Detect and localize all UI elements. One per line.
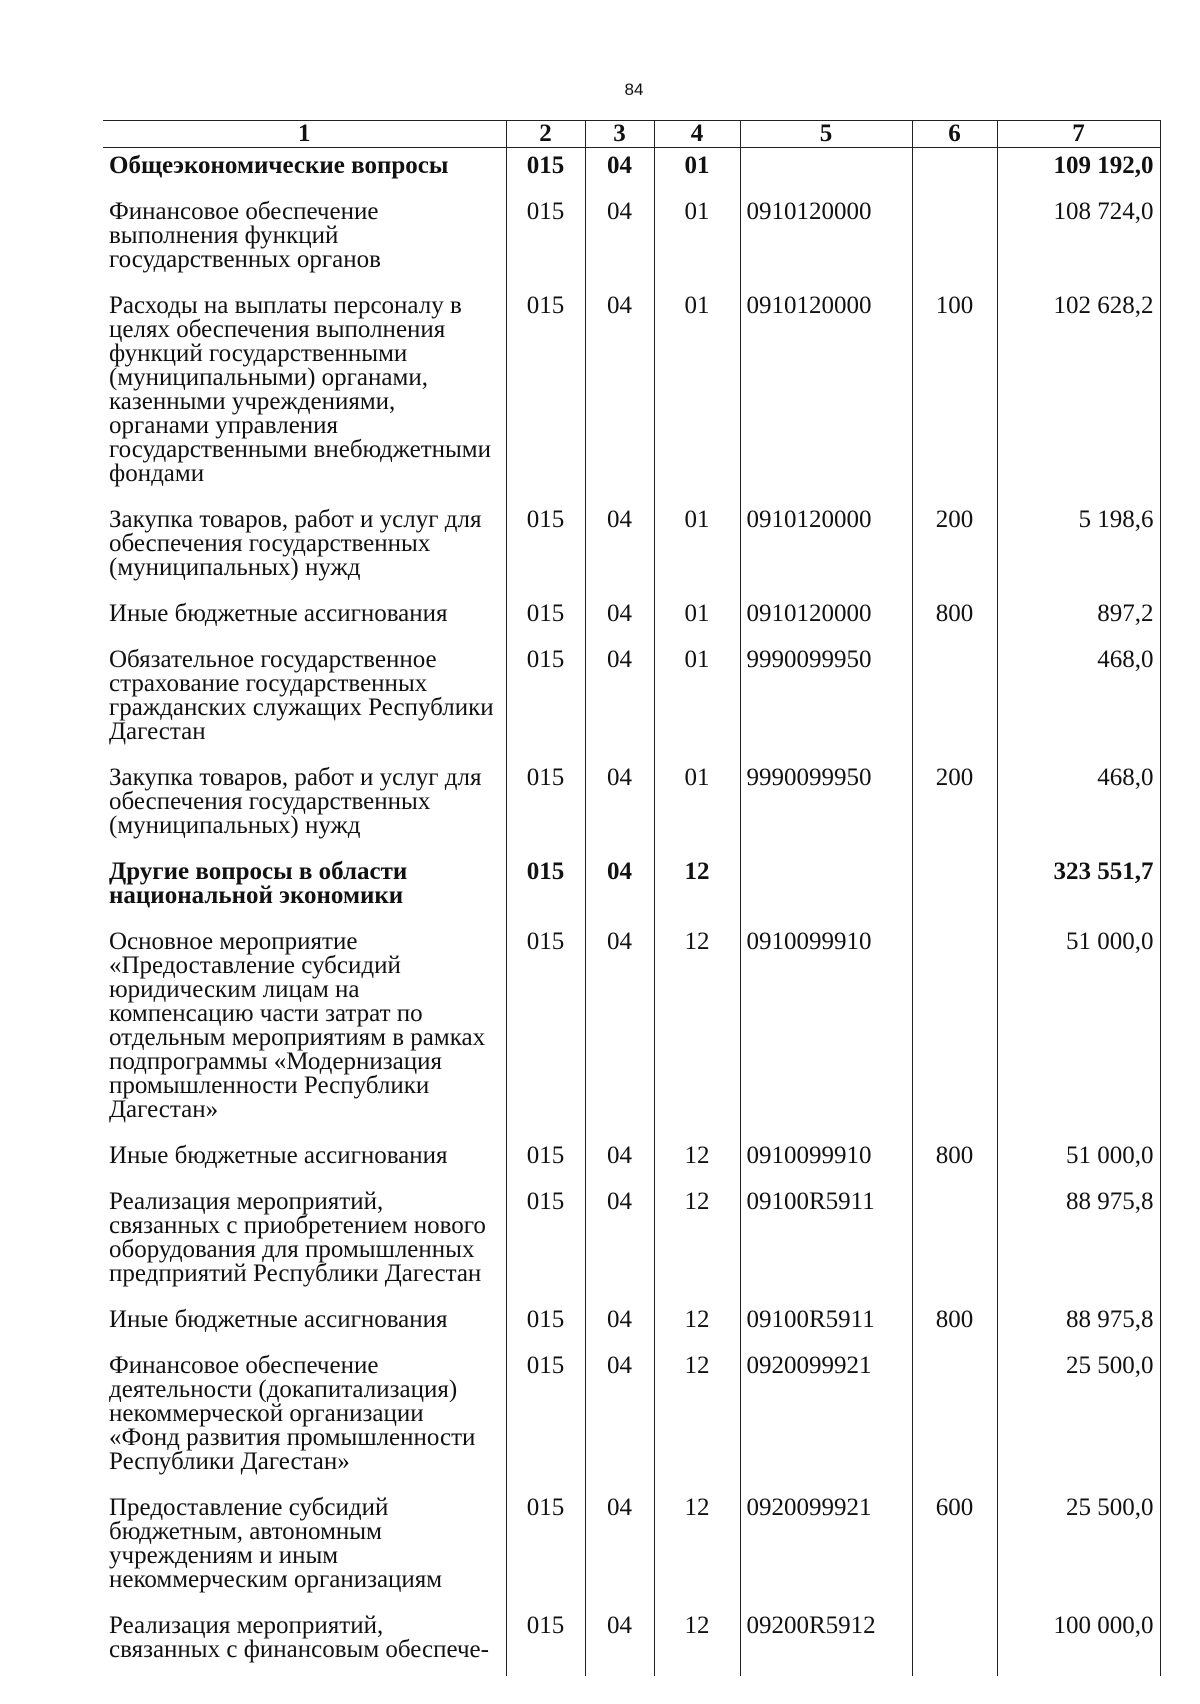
- cell-section: 04: [585, 148, 654, 193]
- cell-target-article: 09100R5911: [740, 1182, 912, 1300]
- table-row: [103, 286, 1160, 500]
- cell-amount: 88 975,8: [997, 1182, 1160, 1300]
- cell-expense-type: [912, 192, 997, 286]
- table-row: [103, 758, 1160, 852]
- cell-ministry-code: 015: [506, 148, 585, 193]
- cell-subsection: 12: [654, 1488, 740, 1606]
- cell-ministry-code: 015: [506, 922, 585, 1136]
- cell-ministry-code: 015: [506, 1182, 585, 1300]
- cell-target-article: 0920099921: [740, 1346, 912, 1488]
- row-name: Реализация мероприятий, связанных с финансовым обеспече-: [109, 1612, 489, 1663]
- row-name: Общеэкономические вопросы: [109, 152, 449, 179]
- cell-subsection: 12: [654, 1182, 740, 1300]
- table-row: [103, 1300, 1160, 1346]
- cell-expense-type: 200: [912, 500, 997, 594]
- row-name: Предоставление субсидий бюджетным, автономным учреждениям и иным некоммерческим организациям: [109, 1494, 443, 1593]
- cell-subsection: 12: [654, 1136, 740, 1182]
- cell-target-article: 09200R5912: [740, 1606, 912, 1676]
- table-header-row: [103, 121, 1160, 148]
- cell-target-article: 0910099910: [740, 1136, 912, 1182]
- row-name: Другие вопросы в области национальной экономики: [109, 858, 408, 909]
- cell-section: 04: [585, 1300, 654, 1346]
- row-name: Иные бюджетные ассигнования: [109, 1142, 448, 1169]
- cell-section: 04: [585, 286, 654, 500]
- cell-target-article: 9990099950: [740, 640, 912, 758]
- cell-section: 04: [585, 500, 654, 594]
- cell-amount: 323 551,7: [997, 852, 1160, 922]
- cell-amount: 109 192,0: [997, 148, 1160, 193]
- budget-table: [103, 120, 1161, 1676]
- cell-expense-type: [912, 922, 997, 1136]
- cell-expense-type: [912, 148, 997, 193]
- table-row: [103, 594, 1160, 640]
- cell-section: 04: [585, 640, 654, 758]
- cell-ministry-code: 015: [506, 1488, 585, 1606]
- cell-ministry-code: 015: [506, 1346, 585, 1488]
- column-header-2: 2: [506, 121, 585, 148]
- table-row: [103, 148, 1160, 193]
- cell-target-article: 0910120000: [740, 286, 912, 500]
- cell-expense-type: 100: [912, 286, 997, 500]
- page-number: 84: [624, 80, 644, 99]
- column-header-5: 5: [740, 121, 912, 148]
- cell-subsection: 12: [654, 852, 740, 922]
- cell-amount: 5 198,6: [997, 500, 1160, 594]
- cell-section: 04: [585, 1182, 654, 1300]
- cell-target-article: 0920099921: [740, 1488, 912, 1606]
- cell-expense-type: 200: [912, 758, 997, 852]
- cell-amount: 897,2: [997, 594, 1160, 640]
- table-row: [103, 192, 1160, 286]
- cell-subsection: 12: [654, 922, 740, 1136]
- row-name: Иные бюджетные ассигнования: [109, 600, 448, 627]
- cell-subsection: 12: [654, 1606, 740, 1676]
- column-header-6: 6: [912, 121, 997, 148]
- cell-target-article: 0910099910: [740, 922, 912, 1136]
- cell-amount: 100 000,0: [997, 1606, 1160, 1676]
- cell-target-article: [740, 852, 912, 922]
- cell-ministry-code: 015: [506, 500, 585, 594]
- cell-ministry-code: 015: [506, 594, 585, 640]
- cell-target-article: 0910120000: [740, 192, 912, 286]
- cell-amount: 51 000,0: [997, 1136, 1160, 1182]
- cell-subsection: 01: [654, 500, 740, 594]
- cell-subsection: 01: [654, 640, 740, 758]
- cell-expense-type: 800: [912, 1136, 997, 1182]
- cell-section: 04: [585, 852, 654, 922]
- table-row: [103, 640, 1160, 758]
- cell-ministry-code: 015: [506, 758, 585, 852]
- cell-expense-type: 600: [912, 1488, 997, 1606]
- cell-ministry-code: 015: [506, 192, 585, 286]
- cell-expense-type: [912, 1346, 997, 1488]
- cell-target-article: 0910120000: [740, 594, 912, 640]
- row-name: Иные бюджетные ассигнования: [109, 1306, 448, 1333]
- cell-amount: 25 500,0: [997, 1488, 1160, 1606]
- cell-target-article: 09100R5911: [740, 1300, 912, 1346]
- cell-subsection: 12: [654, 1346, 740, 1488]
- cell-section: 04: [585, 922, 654, 1136]
- column-header-4: 4: [654, 121, 740, 148]
- row-name: Финансовое обеспечение выполнения функций государственных органов: [109, 198, 381, 273]
- table-row: [103, 852, 1160, 922]
- cell-section: 04: [585, 1136, 654, 1182]
- cell-ministry-code: 015: [506, 852, 585, 922]
- row-name: Закупка товаров, работ и услуг для обеспечения государственных (муниципальных) нужд: [109, 506, 482, 581]
- cell-expense-type: [912, 1606, 997, 1676]
- cell-amount: 88 975,8: [997, 1300, 1160, 1346]
- cell-amount: 51 000,0: [997, 922, 1160, 1136]
- table-row: [103, 500, 1160, 594]
- column-header-7: 7: [997, 121, 1160, 148]
- cell-expense-type: [912, 852, 997, 922]
- cell-ministry-code: 015: [506, 1136, 585, 1182]
- column-header-3: 3: [585, 121, 654, 148]
- cell-ministry-code: 015: [506, 286, 585, 500]
- cell-section: 04: [585, 1606, 654, 1676]
- cell-ministry-code: 015: [506, 1606, 585, 1676]
- table-row: [103, 1488, 1160, 1606]
- cell-target-article: 9990099950: [740, 758, 912, 852]
- table-body: [103, 148, 1160, 1677]
- cell-amount: 102 628,2: [997, 286, 1160, 500]
- cell-section: 04: [585, 192, 654, 286]
- row-name: Обязательное государственное страхование государственных гражданских служащих Республики Дагестан: [109, 646, 494, 745]
- row-name: Реализация мероприятий, связанных с приобретением нового оборудования для промышленных предприятий Республики Дагестан: [109, 1188, 486, 1287]
- row-name: Расходы на выплаты персоналу в целях обеспечения выполнения функций государственными (муниципальными) органами, казенными учреждениями, органами управления государственными внебюджетными фондами: [109, 292, 492, 487]
- cell-ministry-code: 015: [506, 1300, 585, 1346]
- cell-amount: 468,0: [997, 640, 1160, 758]
- cell-section: 04: [585, 594, 654, 640]
- cell-subsection: 01: [654, 758, 740, 852]
- table-row: [103, 1606, 1160, 1676]
- row-name: Закупка товаров, работ и услуг для обеспечения государственных (муниципальных) нужд: [109, 764, 482, 839]
- cell-section: 04: [585, 1488, 654, 1606]
- row-name: Основное мероприятие «Предоставление субсидий юридическим лицам на компенсацию части затрат по отдельным мероприятиям в рамках подпрограммы «Модернизация промышленности Республики Дагестан»: [109, 928, 486, 1123]
- cell-amount: 468,0: [997, 758, 1160, 852]
- table-row: [103, 1182, 1160, 1300]
- cell-expense-type: [912, 640, 997, 758]
- cell-subsection: 01: [654, 286, 740, 500]
- table-row: [103, 1136, 1160, 1182]
- table-row: [103, 1346, 1160, 1488]
- cell-ministry-code: 015: [506, 640, 585, 758]
- cell-amount: 25 500,0: [997, 1346, 1160, 1488]
- cell-amount: 108 724,0: [997, 192, 1160, 286]
- cell-subsection: 01: [654, 192, 740, 286]
- cell-subsection: 01: [654, 148, 740, 193]
- row-name: Финансовое обеспечение деятельности (докапитализация) некоммерческой организации «Фонд развития промышленности Республики Дагестан»: [109, 1352, 476, 1475]
- cell-expense-type: [912, 1182, 997, 1300]
- cell-section: 04: [585, 758, 654, 852]
- cell-expense-type: 800: [912, 1300, 997, 1346]
- cell-target-article: [740, 148, 912, 193]
- table-row: [103, 922, 1160, 1136]
- column-header-1: 1: [103, 121, 506, 148]
- cell-expense-type: 800: [912, 594, 997, 640]
- cell-target-article: 0910120000: [740, 500, 912, 594]
- cell-subsection: 12: [654, 1300, 740, 1346]
- cell-subsection: 01: [654, 594, 740, 640]
- cell-section: 04: [585, 1346, 654, 1488]
